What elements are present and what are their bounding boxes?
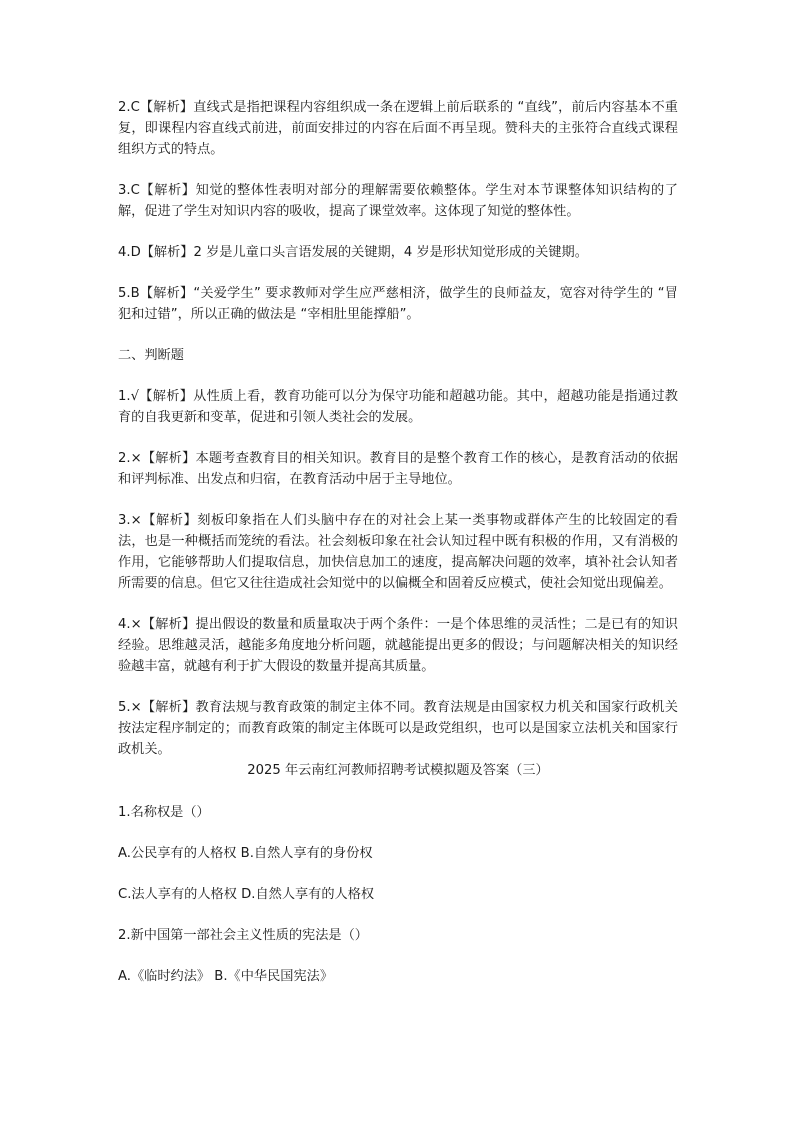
answer-4: 4.D【解析】2 岁是儿童口头言语发展的关键期，4 岁是形状知觉形成的关键期。: [118, 245, 588, 260]
question-1-options-cd: C.法人享有的人格权 D.自然人享有的人格权: [118, 887, 375, 902]
question-1-stem: 1.名称权是（）: [118, 805, 210, 820]
judge-answer-5: 5.×【解析】教育法规与教育政策的制定主体不同。教育法规是由国家权力机关和国家行政机关按法定程序制定的；而教育政策的制定主体既可以是政党组织，也可以是国家立法机关和国家行政机关。: [118, 700, 678, 757]
section-heading: 二、判断题: [118, 348, 184, 363]
question-2-options-ab: A.《临时约法》 B.《中华民国宪法》: [118, 969, 334, 984]
judge-answer-3: 3.×【解析】刻板印象指在人们头脑中存在的对社会上某一类事物或群体产生的比较固定的看法，也是一种概括而笼统的看法。社会刻板印象在社会认知过程中既有积极的作用，又有消极的作用，它能够帮助人们提取信息，加快信息加工的速度，提高解决问题的效率，填补社会认知者所需要的信息。但它又往往造成社会知觉中的以偏概全和固着反应模式，使社会知觉出现偏差。: [118, 513, 678, 591]
answer-5: 5.B【解析】“关爱学生” 要求教师对学生应严慈相济，做学生的良师益友，宽容对待学生的 “冒犯和过错”，所以正确的做法是 “宰相肚里能撑船”。: [118, 286, 678, 322]
answer-2: 2.C【解析】直线式是指把课程内容组织成一条在逻辑上前后联系的 “直线”，前后内容基本不重复，即课程内容直线式前进，前面安排过的内容在后面不再呈现。赞科夫的主张符合直线式课程组织方式的特点。: [118, 100, 678, 157]
document-body: [118, 97, 678, 1007]
question-2-stem: 2.新中国第一部社会主义性质的宪法是（）: [118, 928, 368, 943]
judge-answer-4: 4.×【解析】提出假设的数量和质量取决于两个条件：一是个体思维的灵活性；二是已有的知识经验。思维越灵活，越能多角度地分析问题，就越能提出更多的假设；与问题解决相关的知识经验越丰富，就越有利于扩大假设的数量并提高其质量。: [118, 617, 678, 674]
exam-title: 2025 年云南红河教师招聘考试模拟题及答案（三）: [247, 763, 549, 778]
judge-answer-1: 1.√【解析】从性质上看，教育功能可以分为保守功能和超越功能。其中，超越功能是指通过教育的自我更新和变革，促进和引领人类社会的发展。: [118, 389, 678, 425]
question-1-options-ab: A.公民享有的人格权 B.自然人享有的身份权: [118, 846, 373, 861]
answer-3: 3.C【解析】知觉的整体性表明对部分的理解需要依赖整体。学生对本节课整体知识结构的了解，促进了学生对知识内容的吸收，提高了课堂效率。这体现了知觉的整体性。: [118, 183, 678, 219]
judge-answer-2: 2.×【解析】本题考查教育目的相关知识。教育目的是整个教育工作的核心，是教育活动的依据和评判标准、出发点和归宿，在教育活动中居于主导地位。: [118, 451, 678, 487]
